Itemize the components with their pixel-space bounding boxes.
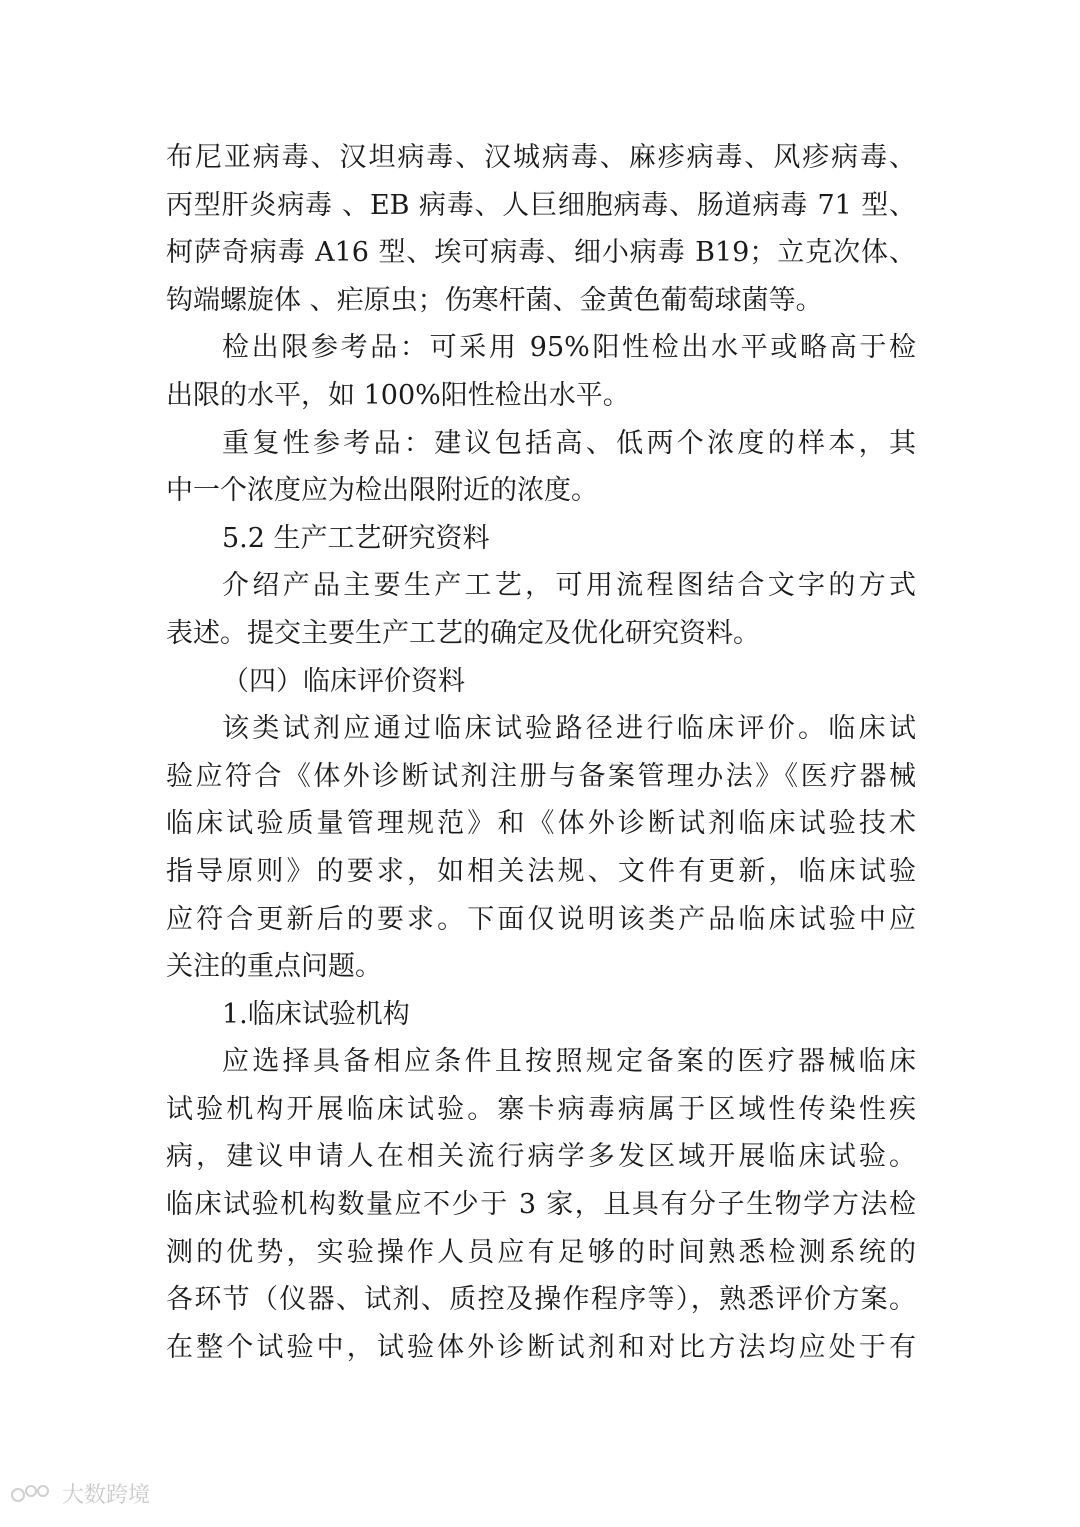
section-heading: （四）临床评价资料: [222, 665, 465, 697]
text-line: 布尼亚病毒、汉坦病毒、汉城病毒、麻疹病毒、风疹病毒、: [166, 142, 916, 173]
text-line: 应选择具备相应条件且按照规定备案的医疗器械临床: [222, 1046, 916, 1078]
text-line: 各环节（仪器、试剂、质控及操作程序等），熟悉评价方案。: [166, 1284, 916, 1316]
text-line: 临床试验机构数量应不少于 3 家，且具有分子生物学方法检: [166, 1189, 916, 1221]
text-line: 出限的水平，如 100%阳性检出水平。: [166, 379, 630, 411]
watermark: [10, 1478, 150, 1509]
text-line: 介绍产品主要生产工艺，可用流程图结合文字的方式: [222, 570, 916, 602]
text-line: 临床试验质量管理规范》和《体外诊断试剂临床试验技术: [166, 808, 916, 840]
text-line: 在整个试验中，试验体外诊断试剂和对比方法均应处于有: [166, 1331, 916, 1363]
watermark-text: 大数跨境: [62, 1483, 151, 1508]
text-line: 钩端螺旋体 、疟原虫；伤寒杆菌、金黄色葡萄球菌等。: [166, 284, 823, 316]
text-line: 关注的重点问题。: [166, 951, 382, 983]
text-line: 检出限参考品：可采用 95%阳性检出水平或略高于检: [222, 332, 916, 364]
text-line: 病，建议申请人在相关流行病学多发区域开展临床试验。: [166, 1141, 916, 1173]
text-line: 测的优势，实验操作人员应有足够的时间熟悉检测系统的: [166, 1236, 916, 1268]
text-line: 指导原则》的要求，如相关法规、文件有更新，临床试验: [166, 855, 916, 887]
section-heading: 1.临床试验机构: [222, 998, 410, 1030]
text-line: 丙型肝炎病毒 、EB 病毒、人巨细胞病毒、肠道病毒 71 型、: [166, 189, 916, 221]
text-line: 试验机构开展临床试验。寨卡病毒病属于区域性传染性疾: [166, 1093, 916, 1125]
section-heading: 5.2 生产工艺研究资料: [222, 522, 490, 554]
text-line: 柯萨奇病毒 A16 型、埃可病毒、细小病毒 B19；立克次体、: [166, 237, 916, 269]
text-line: 表述。提交主要生产工艺的确定及优化研究资料。: [166, 617, 760, 649]
text-line: 验应符合《体外诊断试剂注册与备案管理办法》《医疗器械: [166, 760, 916, 792]
text-line: 应符合更新后的要求。下面仅说明该类产品临床试验中应: [166, 903, 916, 935]
watermark-logo-icon: [10, 1481, 56, 1507]
text-line: 该类试剂应通过临床试验路径进行临床评价。临床试: [222, 713, 916, 745]
text-line: 重复性参考品：建议包括高、低两个浓度的样本，其: [222, 427, 916, 459]
text-line: 中一个浓度应为检出限附近的浓度。: [166, 475, 598, 507]
document-body: [166, 134, 916, 1371]
